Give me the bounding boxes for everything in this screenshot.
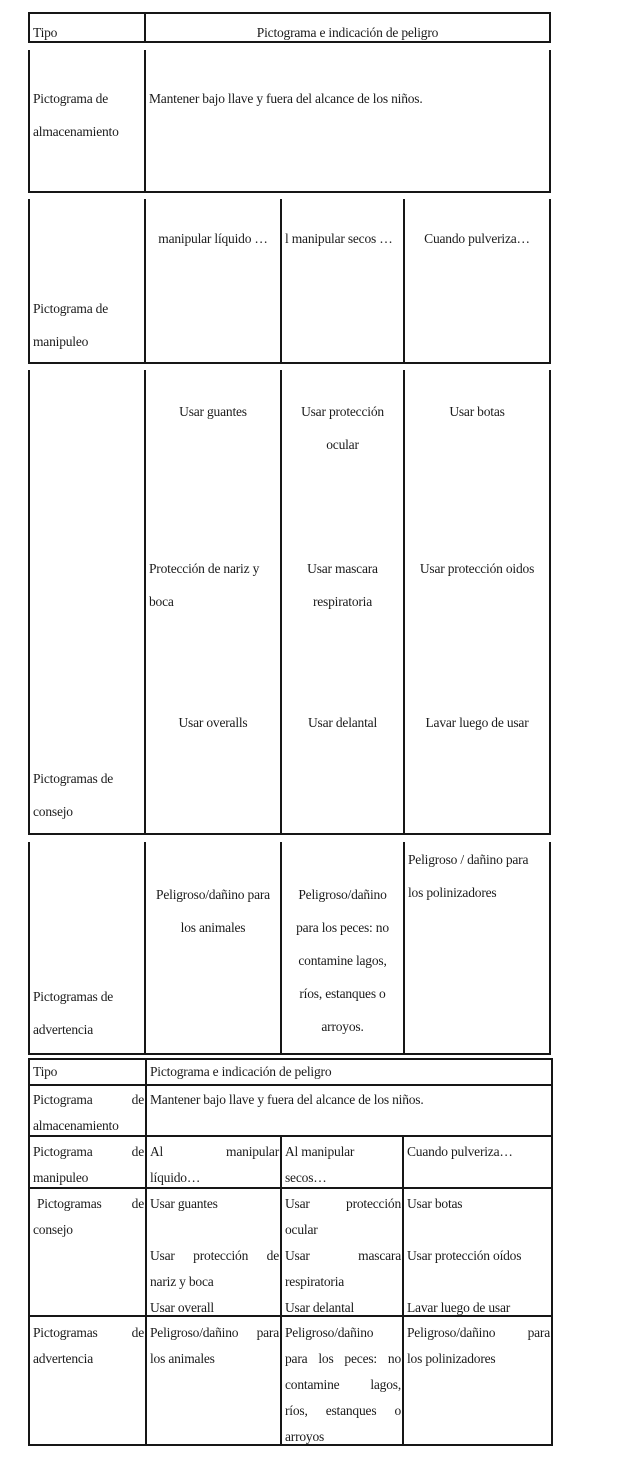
t2-almacenamiento-row (30, 1084, 551, 1135)
t1-almacenamiento-row (28, 50, 551, 193)
t2-advertencia-row (30, 1315, 551, 1444)
t1-header-title-cell (144, 14, 549, 41)
t2-almacenamiento-text: Mantener bajo llave y fuera del alcance de los niños. (150, 1092, 424, 1107)
t1-consejo-mascara-line1: Usar mascara (307, 561, 378, 576)
t2-manipuleo-liquido-line1: Al manipular (150, 1144, 279, 1159)
t2-manipuleo-label-cell (30, 1137, 145, 1187)
t1-manipuleo-label-cell (30, 199, 144, 362)
t2-header-tipo-cell (30, 1060, 145, 1084)
t1-advertencia-peces-line1: Peligroso/dañino (298, 887, 387, 902)
t2-consejo-col1 (145, 1189, 280, 1315)
t1-consejo-guantes: Usar guantes (179, 404, 247, 419)
t2-consejo-col3 (402, 1189, 551, 1315)
t1-consejo-label-line1: Pictogramas de (33, 771, 114, 786)
summary-table (28, 1058, 553, 1446)
t2-consejo-col3-blank2 (404, 1269, 551, 1295)
t2-advertencia-label-line1: Pictogramas de (33, 1325, 144, 1340)
t1-almacenamiento-text: Mantener bajo llave y fuera del alcance de los niños. (149, 91, 423, 106)
t1-advertencia-animales-line1: Peligroso/dañino para (156, 887, 270, 902)
t1-manipuleo-row (28, 199, 551, 364)
t2-advertencia-animales-cell (145, 1317, 280, 1444)
t1-consejo-botas: Usar botas (449, 404, 505, 419)
t2-almacenamiento-label-line1: Pictograma de (33, 1092, 144, 1107)
t2-manipuleo-secos-line2: secos… (285, 1170, 327, 1185)
t2-consejo-oidos: Usar protección oídos (407, 1248, 522, 1263)
t2-almacenamiento-label-cell (30, 1086, 145, 1135)
t2-advertencia-peces-line3: contamine lagos, (285, 1377, 401, 1392)
t1-advertencia-peces-line5: arroyos. (321, 1019, 364, 1034)
t1-advertencia-polinizadores-line1: Peligroso / dañino para (408, 852, 529, 867)
t1-advertencia-peces-cell (280, 842, 403, 1053)
t1-consejo-ocular-line2: ocular (326, 437, 359, 452)
t2-manipuleo-label-line2: manipuleo (33, 1170, 89, 1185)
t2-advertencia-peces-cell (280, 1317, 402, 1444)
t1-consejo-nariz-line1: Protección de nariz y (149, 561, 260, 576)
t1-header-row (28, 12, 551, 43)
t2-advertencia-label-line2: advertencia (33, 1351, 94, 1366)
t1-header-title: Pictograma e indicación de peligro (256, 25, 439, 40)
t2-advertencia-polinizadores-line2: los polinizadores (407, 1351, 496, 1366)
t2-consejo-ocular-line2: ocular (285, 1222, 318, 1237)
t1-consejo-lavar: Lavar luego de usar (425, 715, 529, 730)
t1-advertencia-peces-line3: contamine lagos, (298, 953, 387, 968)
t2-header-title-cell (145, 1060, 551, 1084)
t2-consejo-nariz-line1: Usar protección de (150, 1248, 279, 1263)
t2-consejo-col3-blank1 (404, 1217, 551, 1243)
t2-advertencia-peces-line2: para los peces: no (285, 1351, 401, 1366)
t1-consejo-overall: Usar overalls (178, 715, 248, 730)
t2-manipuleo-row (30, 1135, 551, 1187)
t1-consejo-oidos: Usar protección oidos (419, 561, 535, 576)
t1-manipuleo-pulveriza: Cuando pulveriza… (424, 231, 530, 246)
t2-advertencia-animales-line1: Peligroso/dañino para (150, 1325, 279, 1340)
t2-header-row (30, 1060, 551, 1084)
t1-header-tipo-cell (30, 14, 144, 41)
t1-manipuleo-label-line2: manipuleo (33, 334, 89, 349)
t1-consejo-nariz-line2: boca (149, 594, 174, 609)
t2-manipuleo-pulveriza-cell (402, 1137, 551, 1187)
t2-consejo-overall: Usar overall (150, 1300, 214, 1315)
t1-advertencia-label-line1: Pictogramas de (33, 989, 114, 1004)
t2-consejo-botas: Usar botas (407, 1196, 463, 1211)
t2-manipuleo-secos-cell (280, 1137, 402, 1187)
t1-advertencia-animales-cell (144, 842, 280, 1053)
t1-advertencia-peces-line2: para los peces: no (296, 920, 389, 935)
t2-advertencia-label-cell (30, 1317, 145, 1444)
t1-advertencia-label-line2: advertencia (33, 1022, 94, 1037)
t1-almacenamiento-label-line2: almacenamiento (33, 124, 119, 139)
t1-consejo-label-line2: consejo (33, 804, 73, 819)
t1-almacenamiento-label-line1: Pictograma de (33, 91, 108, 106)
t2-manipuleo-label-line1: Pictograma de (33, 1144, 144, 1159)
t1-manipuleo-secos-cell (280, 199, 403, 362)
t2-manipuleo-liquido-line2: líquido… (150, 1170, 201, 1185)
t1-manipuleo-liquido-cell (144, 199, 280, 362)
t2-manipuleo-liquido-cell (145, 1137, 280, 1187)
t1-manipuleo-secos: l manipular secos … (285, 231, 393, 246)
t1-advertencia-row (28, 842, 551, 1055)
t2-advertencia-animales-line2: los animales (150, 1351, 215, 1366)
t2-consejo-ocular-line1: Usar protección (285, 1196, 401, 1211)
t2-advertencia-peces-line1: Peligroso/dañino (285, 1325, 374, 1340)
t1-manipuleo-liquido: manipular líquido … (158, 231, 268, 246)
t2-header-title: Pictograma e indicación de peligro (150, 1064, 332, 1079)
t1-header-tipo: Tipo (33, 25, 58, 40)
t2-consejo-delantal: Usar delantal (285, 1300, 354, 1315)
t1-consejo-row (28, 370, 551, 835)
t2-consejo-mascara-line2: respiratoria (285, 1274, 345, 1289)
t2-manipuleo-pulveriza: Cuando pulveriza… (407, 1144, 513, 1159)
t2-header-tipo: Tipo (33, 1064, 58, 1079)
t2-almacenamiento-label-line2: almacenamiento (33, 1118, 119, 1133)
t2-almacenamiento-text-cell (145, 1086, 551, 1135)
t2-advertencia-peces-line5: arroyos (285, 1429, 325, 1444)
t1-manipuleo-pulveriza-cell (403, 199, 549, 362)
t2-consejo-col2 (280, 1189, 402, 1315)
t1-consejo-col2 (280, 370, 403, 833)
t2-consejo-mascara-line1: Usar mascara (285, 1248, 401, 1263)
t1-consejo-col1 (144, 370, 280, 833)
t2-consejo-row (30, 1187, 551, 1315)
t2-consejo-col1-blank (147, 1217, 280, 1243)
t2-manipuleo-secos-line1: Al manipular (285, 1144, 355, 1159)
t2-consejo-nariz-line2: nariz y boca (150, 1274, 214, 1289)
t1-manipuleo-label-line1: Pictograma de (33, 301, 108, 316)
t2-consejo-label-cell (30, 1189, 145, 1315)
t1-advertencia-polinizadores-line2: los polinizadores (408, 885, 497, 900)
t1-advertencia-label-cell (30, 842, 144, 1053)
t2-advertencia-peces-line4: ríos, estanques o (285, 1403, 401, 1418)
t2-advertencia-polinizadores-line1: Peligroso/dañino para (407, 1325, 550, 1340)
t2-consejo-lavar: Lavar luego de usar (407, 1300, 511, 1315)
t2-consejo-guantes: Usar guantes (150, 1196, 218, 1211)
t1-advertencia-peces-line4: ríos, estanques o (299, 986, 386, 1001)
t1-consejo-mascara-line2: respiratoria (312, 594, 373, 609)
t1-consejo-label-cell (30, 370, 144, 833)
t1-advertencia-animales-line2: los animales (180, 920, 246, 935)
t1-advertencia-polinizadores-cell (403, 842, 549, 1053)
t1-consejo-col3 (403, 370, 549, 833)
t2-advertencia-polinizadores-cell (402, 1317, 551, 1444)
t1-almacenamiento-text-cell (144, 50, 549, 191)
t2-consejo-label-line2: consejo (33, 1222, 73, 1237)
t1-almacenamiento-label-cell (30, 50, 144, 191)
t1-consejo-ocular-line1: Usar protección (301, 404, 384, 419)
t1-consejo-delantal: Usar delantal (308, 715, 377, 730)
t2-consejo-label-line1: Pictogramas de (37, 1196, 144, 1211)
